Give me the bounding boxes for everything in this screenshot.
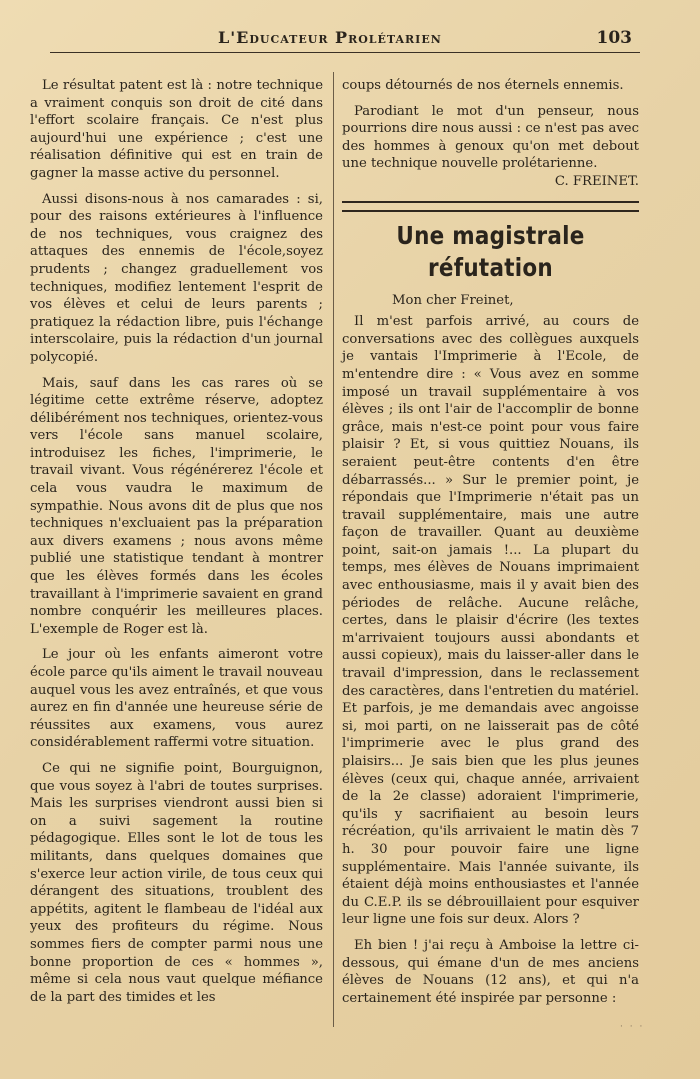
signature: C. FREINET. <box>554 173 639 189</box>
paragraph: Le jour où les enfants aimeront votre école parce qu'ils aiment le travail nouveau auquel vous les avez entraînés, et que vous aurez en fin d'année une heureuse série de réussites aux examens, vous aurez considérablement raffermi votre situation. <box>30 647 323 751</box>
paragraph: Mais, sauf dans les cas rares où se légitime cette extrême réserve, adoptez délibérément nos techniques, orientez-vous vers l'école sans manuel scolaire, introduisez les fiches, l'imprimerie, le travail vivant. Vous régénérerez l'école et cela vous vaudra le maximum de sympathie. Nous avons dit de plus que nos techniques n'excluaient pas la préparation aux divers examens ; nous avons même publié une statistique tendant à montrer que les élèves formés dans les écoles travaillant à l'imprimerie savaient en grand nombre conquérir les meilleures places. L'exemple de Roger est là. <box>30 375 323 637</box>
paragraph: Eh bien ! j'ai reçu à Amboise la lettre ci-dessous, qui émane d'un de mes anciens élèves de Nouans (12 ans), et qui n'a certainement été inspirée par personne : <box>342 937 639 1006</box>
salutation: Mon cher Freinet, <box>392 292 514 308</box>
article-title: Une magistrale réfutation <box>396 220 585 282</box>
journal-title: L'Educateur Prolétarien <box>218 28 442 47</box>
closing-paragraph <box>342 103 639 173</box>
paragraph: Ce qui ne signifie point, Bourguignon, que vous soyez à l'abri de toutes surprises. Mais les surprises viendront aussi bien si on a suivi sagement la routine pédagogique. Elles sont le lot de tous les militants, dans quelques domaines que s'exerce leur action virile, de tous ceux qui dérangent des situations, troublent des appétits, agitent le flambeau de l'idéal aux yeux des profiteurs du régime. Nous sommes fiers de compter parmi nous une bonne proportion de ces « hommes », même si cela nous vaut quelque méfiance de la part des timides et les <box>30 760 323 1005</box>
signature-line <box>342 173 639 191</box>
paragraph: Il m'est parfois arrivé, au cours de conversations avec des collègues auxquels je vantais l'Imprimerie à l'Ecole, de m'entendre dire : « Vous avez en somme imposé un travail supplémentaire à vos élèves ; ils ont l'air de l'accomplir de bonne grâce, mais n'est-ce point pour vous faire plaisir ? Et, si vous quittiez Nouans, ils seraient peut-être contents d'en être débarrassés... » Sur le premier point, je répondais que l'Imprimerie n'était pas un travail supplémentaire, mais une autre façon de travailler. Quant au deuxième point, sait-on jamais !... La plupart du temps, mes élèves de Nouans imprimaient avec enthousiasme, mais il y avait bien des périodes de relâche. Aucune relâche, certes, dans le plaisir d'écrire (les textes m'arrivaient toujours aussi abondants et aussi copieux), mais du laisser-aller dans le travail d'impression, dans le reclassement des caractères, dans l'entretien du matériel. Et parfois, je me demandais avec angoisse si, moi parti, on ne laisserait pas de côté l'imprimerie avec le plus grand des plaisirs... Je sais bien que les plus jeunes élèves (ceux qui, chaque année, arrivaient de la 2e classe) adoraient l'imprimerie, qu'ils y sacrifiaient au besoin leurs récréation, qu'ils arrivaient le matin dès 7 h. 30 pour pouvoir faire une ligne supplémentaire. Mais l'année suivante, ils étaient déjà moins enthousiastes et l'année du C.E.P. ils se débrouillaient pour esquiver leur ligne une fois sur deux. Alors ? <box>342 314 640 928</box>
continuation-paragraph: coups détournés de nos éternels ennemis. <box>342 78 624 93</box>
paragraph: Le résultat patent est là : notre technique a vraiment conquis son droit de cité dans l'effort scolaire français. Ce n'est plus aujourd'hui une expérience ; c'est une réalisation définitive qui est en train de gagner la masse active du personnel. <box>30 78 323 181</box>
section-double-rule <box>342 201 639 212</box>
paragraph: Aussi disons-nous à nos camarades : si, pour des raisons extérieures à l'influence de nos techniques, vous craignez des attaques des ennemis de l'école,soyez prudents ; changez graduellement vos techniques, modifiez lentement l'esprit de vos élèves et celui de leurs parents ; pratiquez la rédaction libre, puis l'échange interscolaire, puis la rédaction d'un journal polycopié. <box>30 191 323 365</box>
header-rule <box>50 52 640 53</box>
running-header <box>40 24 640 54</box>
closing-text: Parodiant le mot d'un penseur, nous pourrions dire nous aussi : ce n'est pas avec des hommes à genoux qu'on met debout une technique nouvelle prolétarienne. <box>342 103 639 172</box>
right-column <box>342 77 639 1015</box>
page-number: 103 <box>596 28 632 48</box>
left-column <box>30 77 323 1014</box>
print-mark: · · · <box>620 1022 645 1032</box>
column-divider <box>333 72 334 1027</box>
